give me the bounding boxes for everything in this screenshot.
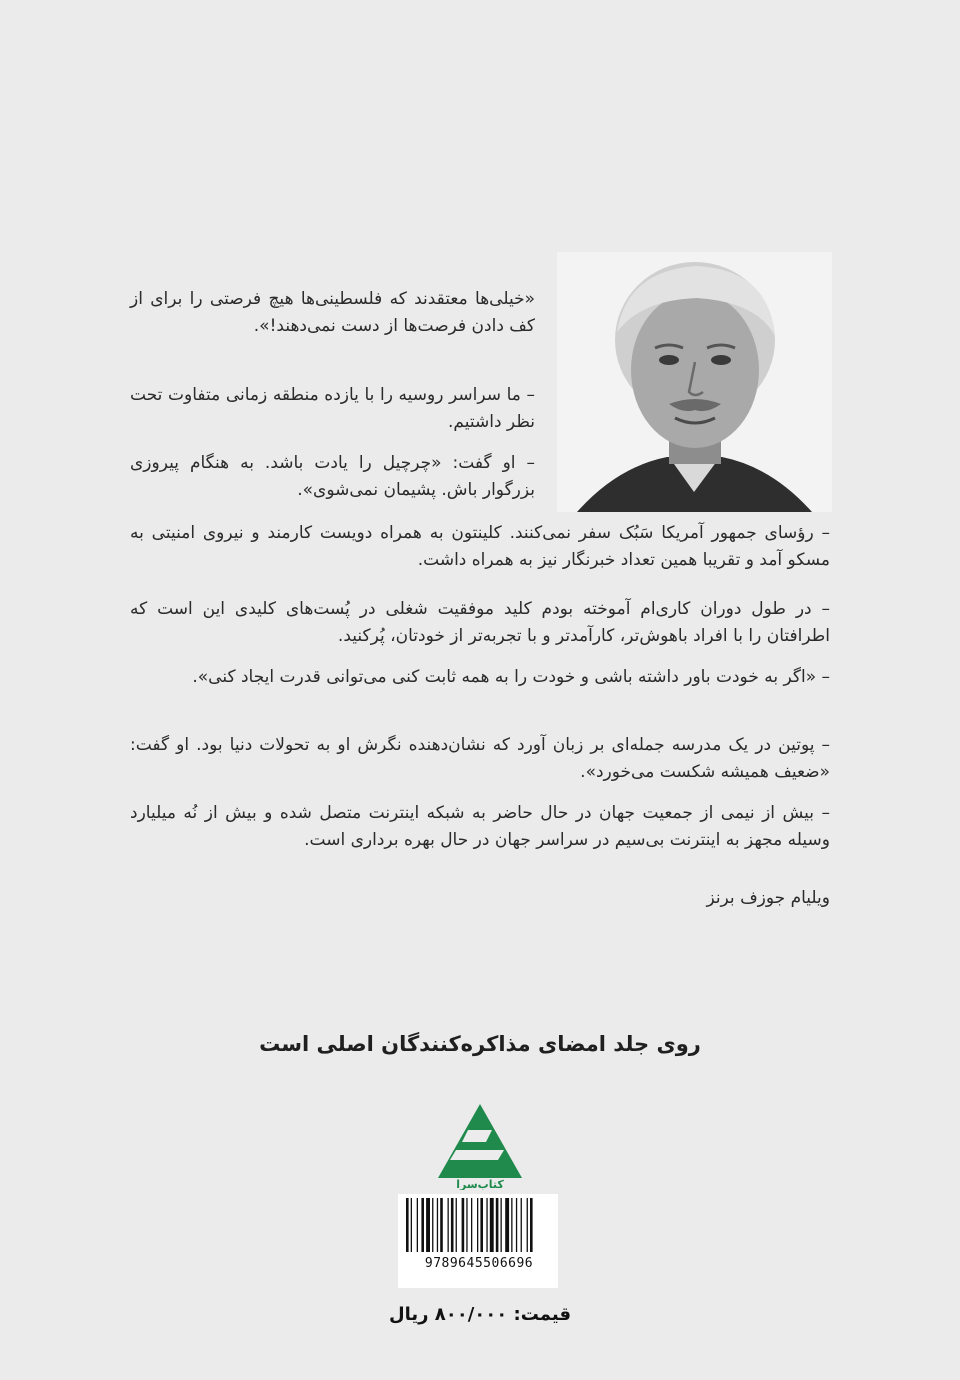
- quote-internet: – بیش از نیمی از جمعیت جهان در حال حاضر به شبکه اینترنت متصل شده و بیش از نُه میلیارد وسیله مجهز به اینترنت بی‌سیم در سراسر جهان در حال بهره برداری است.: [130, 803, 830, 850]
- quote-career-key: – در طول دوران کاری‌ام آموخته بودم کلید موفقیت شغلی در پُست‌های کلیدی این است که اطرافتان را با افراد باهوش‌تر، کارآمدتر و با تجربه‌تر از خودتان، پُرکنید.: [130, 599, 830, 646]
- quote-presidents-travel: – رؤسای جمهور آمریکا سَبُک سفر نمی‌کنند. کلینتون به همراه دویست کارمند و نیروی امنیتی به مسکو آمد و تقریبا همین تعداد خبرنگار نیز به همراه داشت.: [130, 523, 830, 570]
- author-portrait: [557, 252, 832, 512]
- author-name: ویلیام جوزف برنز: [706, 888, 830, 908]
- triangle-logo-icon: [428, 1100, 532, 1190]
- quote-russia-time-zones: – ما سراسر روسیه را با یازده منطقه زمانی متفاوت تحت نظر داشتیم.: [130, 385, 535, 432]
- quote-palestinians: «خیلی‌ها معتقدند که فلسطینی‌ها هیچ فرصتی را برای از کف دادن فرصت‌ها از دست نمی‌دهند!».: [130, 289, 535, 336]
- isbn-number: 9789645506696: [424, 1256, 534, 1271]
- quote-churchill: – او گفت: «چرچیل را یادت باشد. به هنگام پیروزی بزرگوار باش. پشیمان نمی‌شوی».: [130, 453, 535, 500]
- quote-believe-yourself: – «اگر به خودت باور داشته باشی و خودت را به همه ثابت کنی می‌توانی قدرت ایجاد کنی».: [192, 667, 830, 687]
- publisher-logo-text: کتاب‌سرا: [456, 1178, 504, 1190]
- barcode: [398, 1194, 558, 1288]
- quote-putin-weak: – پوتین در یک مدرسه جمله‌ای بر زبان آورد که نشان‌دهنده نگرش او به تحولات دنیا بود. او گفت: «ضعیف همیشه شکست می‌خورد».: [130, 735, 830, 782]
- cover-note: روی جلد امضای مذاکره‌کنندگان اصلی است: [259, 1032, 701, 1056]
- price-label: قیمت: ۸۰۰/۰۰۰ ریال: [389, 1304, 571, 1325]
